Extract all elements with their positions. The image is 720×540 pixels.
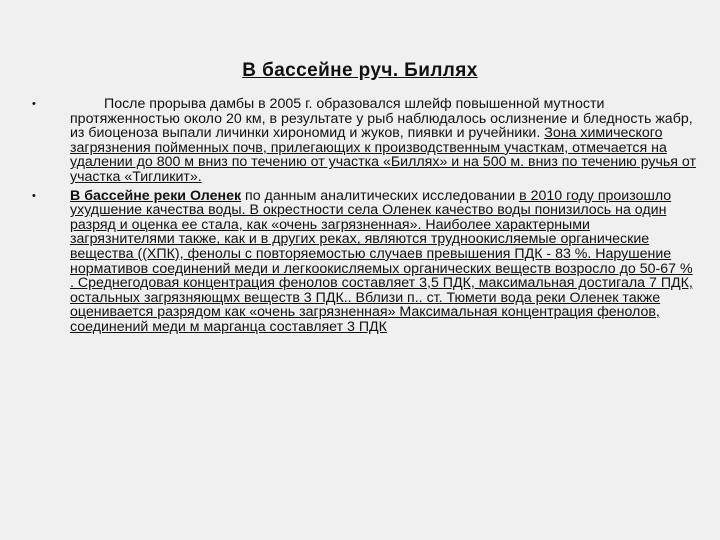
paragraph-2-mid: по данным аналитических исследовании <box>241 187 520 204</box>
paragraph-2-underlined: в 2010 году произошло ухудшение качества воды. В окрестности села Оленек качество воды понизилось на один разряд и оценка ее стала, как «очень загрязненная». Наиболее характерными загрязнителями также, как и в других реках, являются трудноокисляемые органические вещества ((ХПК), фенолы с повторяемостью случаев превышения ПДК - 83 %. Нарушение нормативов соединений меди и легкоокисляемых органических веществ возросло до 50-67 % . Среднегодовая концентрация фенолов составляет 3,5 ПДК, максимальная достигала 7 ПДК, остальных загрязняющмх веществ 3 ПДК.. Вблизи п.. ст. Тюмети вода реки Оленек также оценивается разрядом как «очень загрязненная» Максимальная концентрация фенолов, соединений меди м марганца составляет 3 ПДК <box>70 187 693 335</box>
paragraph-1-underlined: Зона химического загрязнения пойменных почв, прилегающих к производственным участкам, отмечается на удалении до 800 м вниз по течению от участка «Биллях» и на 500 м. вниз по течению ручья от участка «Тигликит». <box>70 125 697 185</box>
bullet-item-1 <box>32 97 698 185</box>
slide-title: В бассейне руч. Биллях <box>242 60 478 81</box>
paragraph-2-bold-lead: В бассейне реки Оленек <box>70 187 242 204</box>
bullet-icon: • <box>32 98 36 110</box>
bullet-item-2 <box>32 189 698 335</box>
bullet-list <box>32 97 698 339</box>
bullet-icon: • <box>32 189 36 202</box>
paragraph-1-lead: После прорыва дамбы в 2005 г. образовался шлейф повышенной мутности протяженностью около 20 км, в результате у рыб наблюдалось ослизнение и бледность жабр, из биоценоза выпали личинки хирономид и жуков, пиявки и ручейники. <box>70 96 693 142</box>
